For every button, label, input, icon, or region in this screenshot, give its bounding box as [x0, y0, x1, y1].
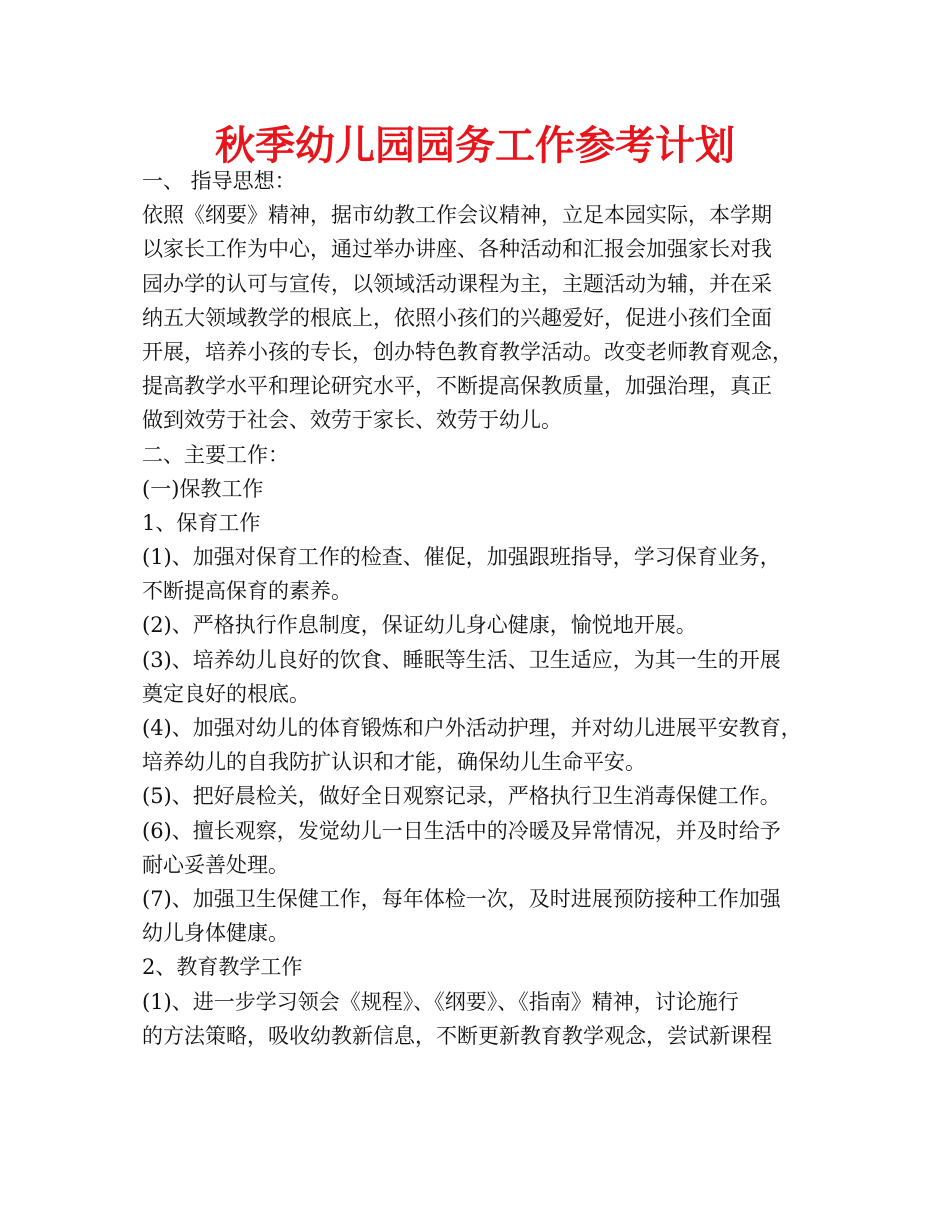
list-item-line: (3)、培养幼儿良好的饮食、睡眠等生活、卫生适应，为其一生的开展: [142, 647, 781, 672]
list-item-line: 不断提高保育的素养。: [142, 579, 352, 604]
list-item-line: 的方法策略，吸收幼教新信息，不断更新教育教学观念，尝试新课程: [142, 1023, 772, 1048]
section-heading: 一、 指导思想：: [142, 169, 296, 193]
section-heading: 二、主要工作：: [142, 442, 289, 467]
list-item-line: (4)、加强对幼儿的体育锻炼和户外活动护理，并对幼儿进展平安教育，: [142, 716, 802, 740]
list-item-line: 耐心妥善处理。: [142, 852, 289, 877]
list-item-line: (5)、把好晨检关，做好全日观察记录，严格执行卫生消毒保健工作。: [142, 784, 781, 809]
list-item-line: (7)、加强卫生保健工作，每年体检一次，及时进展预防接种工作加强: [142, 886, 781, 911]
list-item-line: (2)、严格执行作息制度，保证幼儿身心健康，愉悦地开展。: [142, 613, 697, 638]
list-item-line: 培养幼儿的自我防扩认识和才能，确保幼儿生命平安。: [142, 750, 646, 775]
subsection-heading: 1、保育工作: [142, 510, 261, 535]
paragraph-line: 依照《纲要》精神，据市幼教工作会议精神，立足本园实际，本学期: [142, 203, 772, 228]
paragraph-line: 提高教学水平和理论研究水平，不断提高保教质量，加强治理，真正: [142, 374, 772, 399]
paragraph-line: 开展，培养小孩的专长，创办特色教育教学活动。改变老师教育观念，: [142, 339, 793, 364]
list-item-line: (1)、进一步学习领会《规程》、《纲要》、《指南》精神，讨论施行: [142, 989, 739, 1014]
paragraph-line: 以家长工作为中心，通过举办讲座、各种活动和汇报会加强家长对我: [142, 237, 772, 262]
subsection-heading: 2、教育教学工作: [142, 955, 303, 980]
paragraph-line: 做到效劳于社会、效劳于家长、效劳于幼儿。: [142, 408, 562, 433]
document-title: 秋季幼儿园园务工作参考计划: [215, 123, 735, 169]
paragraph-line: 园办学的认可与宣传，以领域活动课程为主，主题活动为辅，并在采: [142, 271, 772, 296]
list-item-line: (1)、加强对保育工作的检查、催促，加强跟班指导，学习保育业务，: [142, 545, 781, 570]
paragraph-line: 纳五大领域教学的根底上，依照小孩们的兴趣爱好，促进小孩们全面: [142, 305, 772, 330]
list-item-line: (6)、擅长观察，发觉幼儿一日生活中的冷暖及异常情况，并及时给予: [142, 818, 781, 843]
subsection-heading: (一)保教工作: [142, 476, 264, 501]
list-item-line: 幼儿身体健康。: [142, 921, 289, 946]
list-item-line: 奠定良好的根底。: [142, 681, 310, 706]
document-body: [142, 164, 832, 1053]
